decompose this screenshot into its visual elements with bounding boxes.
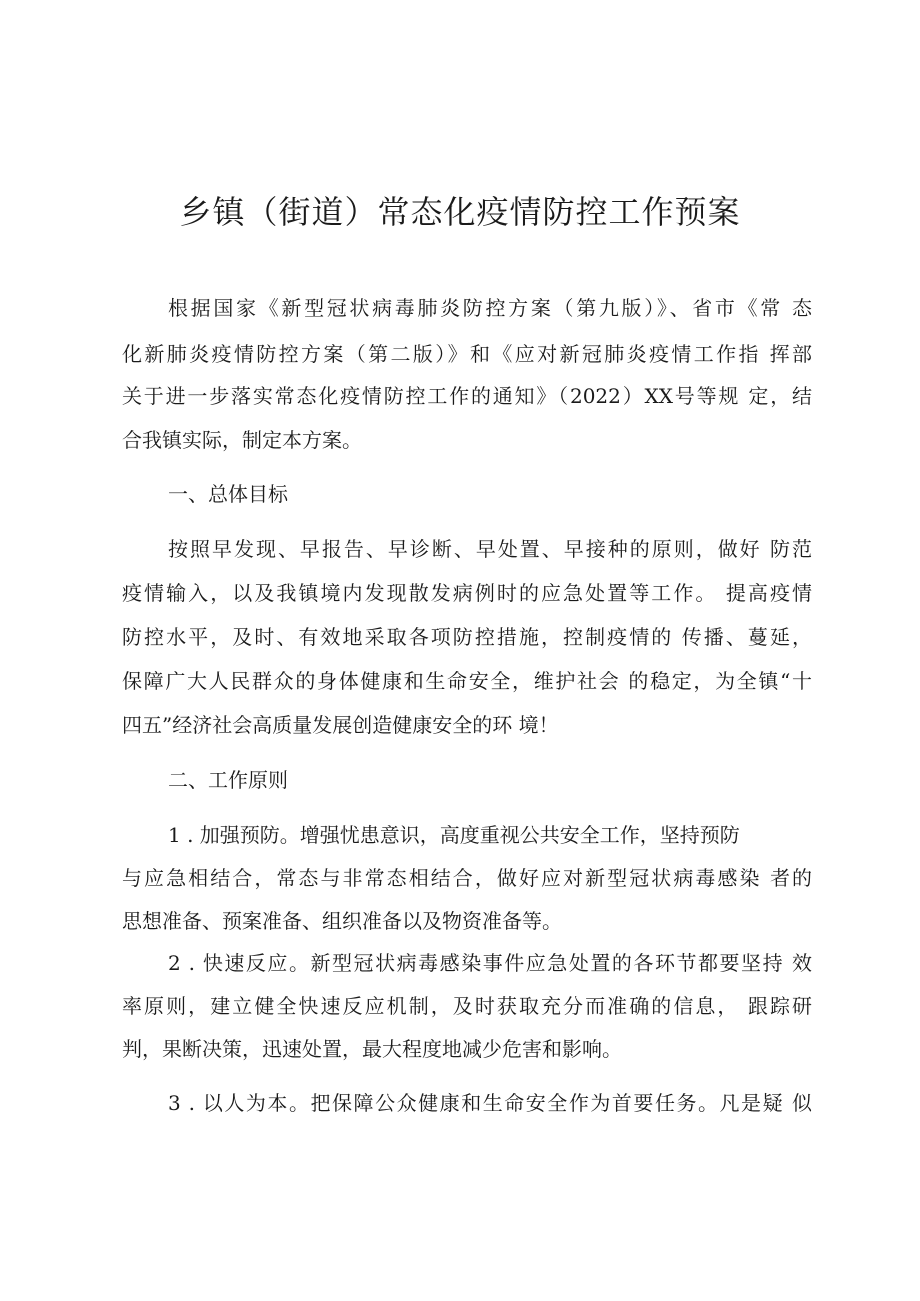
- section1-line-5: 四五”经济社会高质量发展创造健康安全的环 境！: [122, 713, 559, 737]
- item1-line-2: 与应急相结合，常态与非常态相结合，做好应对新型冠状病毒感染 者的: [122, 866, 812, 890]
- section1-line-4: 保障广大人民群众的身体健康和生命安全，维护社会 的稳定，为全镇“十: [122, 669, 812, 693]
- intro-line-2: 化新肺炎疫情防控方案（第二版）》和《应对新冠肺炎疫情工作指 挥部: [122, 342, 812, 366]
- intro-line-1: 根据国家《新型冠状病毒肺炎防控方案（第九版）》、省市《常 态: [168, 296, 812, 320]
- section1-line-2: 疫情输入，以及我镇境内发现散发病例时的应急处置等工作。 提高疫情: [122, 581, 812, 605]
- item2-line-3: 判，果断决策，迅速处置，最大程度地减少危害和影响。: [122, 1037, 622, 1061]
- item3-line-1: 3 . 以人为本。把保障公众健康和生命安全作为首要任务。凡是疑 似: [168, 1091, 812, 1115]
- section1-line-1: 按照早发现、早报告、早诊断、早处置、早接种的原则，做好 防范: [168, 537, 812, 561]
- item1-line-1: 1 . 加强预防。增强忧患意识，高度重视公共安全工作，坚持预防: [168, 823, 740, 847]
- item2-line-2: 率原则，建立健全快速反应机制，及时获取充分而准确的信息， 跟踪研: [122, 994, 812, 1018]
- section1-line-3: 防控水平，及时、有效地采取各项防控措施，控制疫情的 传播、蔓延，: [122, 625, 812, 649]
- document-title: 乡镇（街道）常态化疫情防控工作预案: [179, 193, 741, 231]
- item1-line-3: 思想准备、预案准备、组织准备以及物资准备等。: [122, 909, 562, 933]
- item2-line-1: 2 . 快速反应。新型冠状病毒感染事件应急处置的各环节都要坚持 效: [168, 951, 812, 975]
- intro-line-3: 关于进一步落实常态化疫情防控工作的通知》（2022）XX号等规 定，结: [122, 384, 812, 408]
- intro-line-4: 合我镇实际，制定本方案。: [122, 428, 362, 452]
- section1-heading: 一、总体目标: [168, 482, 288, 506]
- section2-heading: 二、工作原则: [168, 768, 288, 792]
